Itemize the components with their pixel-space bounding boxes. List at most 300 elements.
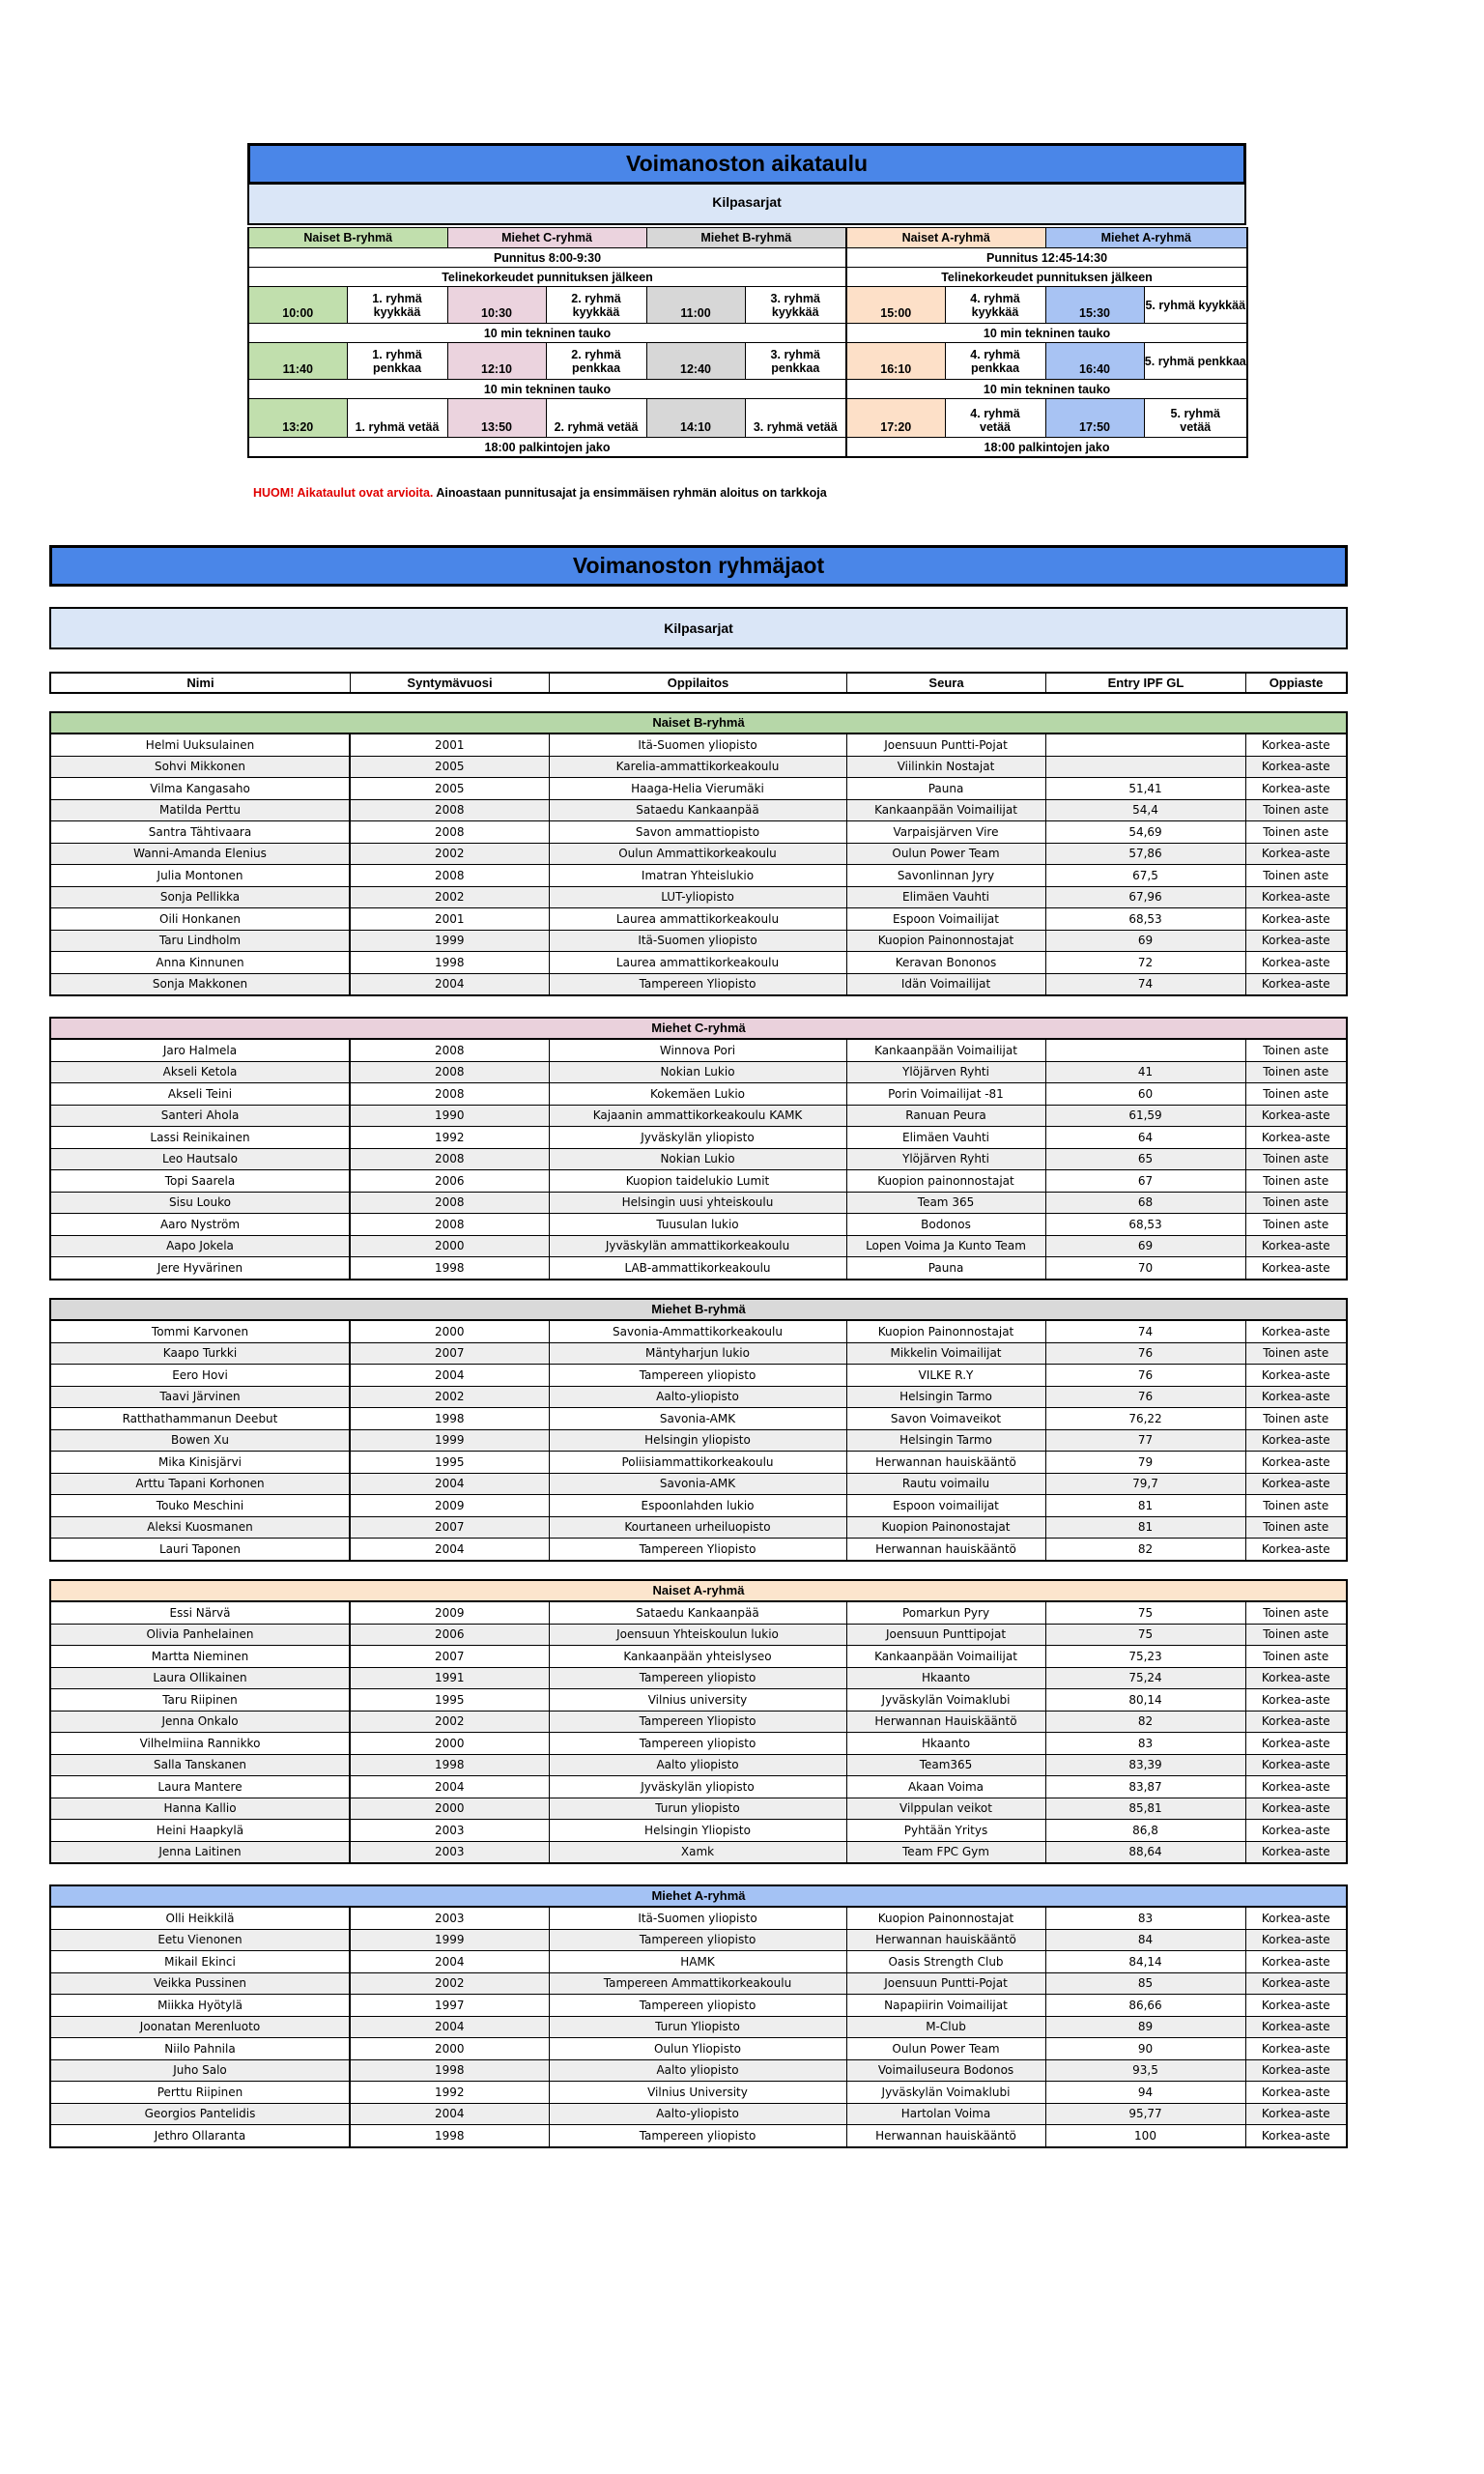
table-row xyxy=(51,2082,1346,2104)
education-level: Korkea-aste xyxy=(1245,1908,1346,1929)
technical-break: 10 min tekninen tauko xyxy=(248,380,846,399)
column-name: Nimi xyxy=(186,676,214,690)
slot-label: 1. ryhmä penkkaa xyxy=(347,343,447,380)
athlete-name: Anna Kinnunen xyxy=(51,952,350,974)
entry-gl: 41 xyxy=(1045,1061,1245,1083)
athlete-name: Leo Hautsalo xyxy=(51,1148,350,1170)
school: Aalto yliopisto xyxy=(549,2059,846,2082)
table-row xyxy=(51,2103,1346,2125)
club: Oulun Power Team xyxy=(846,2038,1045,2060)
school: Tampereen yliopisto xyxy=(549,1733,846,1755)
athlete-name: Mika Kinisjärvi xyxy=(51,1452,350,1474)
slot-time: 13:20 xyxy=(248,399,347,438)
athlete-name: Jere Hyvärinen xyxy=(51,1257,350,1279)
groups-subtitle: Kilpasarjat xyxy=(49,607,1348,649)
athlete-name: Laura Mantere xyxy=(51,1776,350,1798)
athlete-name: Sohvi Mikkonen xyxy=(51,756,350,778)
entry-gl: 75 xyxy=(1045,1624,1245,1646)
club: Espoon voimailijat xyxy=(846,1495,1045,1517)
education-level: Korkea-aste xyxy=(1245,2016,1346,2038)
club: Ylöjärven Ryhti xyxy=(846,1061,1045,1083)
group-table xyxy=(49,1017,1348,1280)
table-row xyxy=(51,1321,1346,1342)
school: Tampereen yliopisto xyxy=(549,2125,846,2146)
school: Nokian Lukio xyxy=(549,1061,846,1083)
birth-year: 2008 xyxy=(350,1148,549,1170)
athlete-name: Taru Lindholm xyxy=(51,930,350,952)
education-level: Korkea-aste xyxy=(1245,1235,1346,1257)
birth-year: 2000 xyxy=(350,1321,549,1342)
education-level: Korkea-aste xyxy=(1245,1473,1346,1495)
club: Kuopion Painonostajat xyxy=(846,1516,1045,1539)
table-row xyxy=(51,1083,1346,1106)
birth-year: 1995 xyxy=(350,1452,549,1474)
birth-year: 1990 xyxy=(350,1105,549,1127)
education-level: Toinen aste xyxy=(1245,865,1346,887)
school: Helsingin Yliopisto xyxy=(549,1820,846,1842)
club: Oasis Strength Club xyxy=(846,1951,1045,1973)
table-row xyxy=(51,1429,1346,1452)
entry-gl: 64 xyxy=(1045,1127,1245,1149)
club: Savon Voimaveikot xyxy=(846,1408,1045,1430)
school: Kuopion taidelukio Lumit xyxy=(549,1170,846,1193)
athlete-name: Wanni-Amanda Elenius xyxy=(51,843,350,865)
table-row xyxy=(51,908,1346,931)
birth-year: 2004 xyxy=(350,973,549,994)
birth-year: 2009 xyxy=(350,1495,549,1517)
note-text: Ainoastaan punnitusajat ja ensimmäisen ryhmän aloitus on tarkkoja xyxy=(436,486,827,500)
table-row xyxy=(51,1235,1346,1257)
table-row xyxy=(51,1214,1346,1236)
education-level: Korkea-aste xyxy=(1245,1429,1346,1452)
table-row xyxy=(51,778,1346,800)
column-school: Oppilaitos xyxy=(549,674,846,692)
table-row xyxy=(51,1452,1346,1474)
school: Savon ammattiopisto xyxy=(549,821,846,844)
birth-year: 2004 xyxy=(350,1951,549,1973)
school: Joensuun Yhteiskoulun lukio xyxy=(549,1624,846,1646)
entry-gl: 85 xyxy=(1045,1972,1245,1995)
entry-gl: 93,5 xyxy=(1045,2059,1245,2082)
athlete-name: Jaro Halmela xyxy=(51,1040,350,1061)
slot-time: 12:10 xyxy=(447,343,546,380)
birth-year: 2006 xyxy=(350,1170,549,1193)
club: Herwannan hauiskääntö xyxy=(846,1929,1045,1951)
education-level: Toinen aste xyxy=(1245,1495,1346,1517)
birth-year: 2009 xyxy=(350,1602,549,1624)
education-level: Toinen aste xyxy=(1245,1040,1346,1061)
club: Kankaanpään Voimailijat xyxy=(846,1040,1045,1061)
entry-gl xyxy=(1045,756,1245,778)
school: Turun Yliopisto xyxy=(549,2016,846,2038)
education-level: Toinen aste xyxy=(1245,1061,1346,1083)
birth-year: 1992 xyxy=(350,1127,549,1149)
athlete-name: Eero Hovi xyxy=(51,1365,350,1387)
slot-time: 12:40 xyxy=(646,343,745,380)
athlete-name: Oili Honkanen xyxy=(51,908,350,931)
education-level: Toinen aste xyxy=(1245,1170,1346,1193)
technical-break: 10 min tekninen tauko xyxy=(846,380,1247,399)
education-level: Korkea-aste xyxy=(1245,1995,1346,2017)
entry-gl: 76 xyxy=(1045,1386,1245,1408)
club: Bodonos xyxy=(846,1214,1045,1236)
club: Idän Voimailijat xyxy=(846,973,1045,994)
birth-year: 1998 xyxy=(350,1408,549,1430)
entry-gl: 76 xyxy=(1045,1342,1245,1365)
education-level: Toinen aste xyxy=(1245,1624,1346,1646)
athlete-name: Laura Ollikainen xyxy=(51,1667,350,1689)
table-row xyxy=(51,1539,1346,1560)
club: Mikkelin Voimailijat xyxy=(846,1342,1045,1365)
education-level: Korkea-aste xyxy=(1245,930,1346,952)
club: Espoon Voimailijat xyxy=(846,908,1045,931)
birth-year: 1998 xyxy=(350,1257,549,1279)
technical-break: 10 min tekninen tauko xyxy=(846,324,1247,343)
entry-gl: 81 xyxy=(1045,1495,1245,1517)
table-row xyxy=(51,973,1346,994)
entry-gl: 75,24 xyxy=(1045,1667,1245,1689)
birth-year: 2000 xyxy=(350,1235,549,1257)
entry-gl: 79 xyxy=(1045,1452,1245,1474)
athlete-name: Niilo Pahnila xyxy=(51,2038,350,2060)
group-header-naiset-b: Naiset B-ryhmä xyxy=(248,228,447,248)
athlete-name: Santra Tähtivaara xyxy=(51,821,350,844)
school: Haaga-Helia Vierumäki xyxy=(549,778,846,800)
school: Tuusulan lukio xyxy=(549,1214,846,1236)
table-row xyxy=(51,1365,1346,1387)
education-level: Korkea-aste xyxy=(1245,1257,1346,1279)
birth-year: 2002 xyxy=(350,1972,549,1995)
table-row xyxy=(51,2016,1346,2038)
club: Kuopion painonnostajat xyxy=(846,1170,1045,1193)
entry-gl: 61,59 xyxy=(1045,1105,1245,1127)
entry-gl: 83 xyxy=(1045,1733,1245,1755)
athlete-name: Bowen Xu xyxy=(51,1429,350,1452)
group-header-miehet-c: Miehet C-ryhmä xyxy=(447,228,646,248)
entry-gl: 65 xyxy=(1045,1148,1245,1170)
awards-ceremony: 18:00 palkintojen jako xyxy=(846,438,1247,458)
school: Helsingin yliopisto xyxy=(549,1429,846,1452)
birth-year: 1998 xyxy=(350,2125,549,2146)
education-level: Korkea-aste xyxy=(1245,1386,1346,1408)
table-row xyxy=(51,1646,1346,1668)
slot-label: 4. ryhmä vetää xyxy=(945,399,1045,438)
athlete-name: Arttu Tapani Korhonen xyxy=(51,1473,350,1495)
table-row xyxy=(51,821,1346,844)
table-row xyxy=(51,1105,1346,1127)
column-club: Seura xyxy=(846,674,1045,692)
birth-year: 2004 xyxy=(350,2103,549,2125)
education-level: Korkea-aste xyxy=(1245,1798,1346,1820)
entry-gl: 75,23 xyxy=(1045,1646,1245,1668)
club: Ranuan Peura xyxy=(846,1105,1045,1127)
club: Helsingin Tarmo xyxy=(846,1429,1045,1452)
club: Oulun Power Team xyxy=(846,843,1045,865)
education-level: Korkea-aste xyxy=(1245,2082,1346,2104)
athlete-name: Julia Montonen xyxy=(51,865,350,887)
entry-gl: 74 xyxy=(1045,1321,1245,1342)
birth-year: 2000 xyxy=(350,1733,549,1755)
education-level: Korkea-aste xyxy=(1245,2059,1346,2082)
athlete-name: Jenna Onkalo xyxy=(51,1711,350,1733)
club: Joensuun Puntti-Pojat xyxy=(846,734,1045,756)
entry-gl: 82 xyxy=(1045,1539,1245,1560)
entry-gl: 68,53 xyxy=(1045,908,1245,931)
athlete-name: Aleksi Kuosmanen xyxy=(51,1516,350,1539)
entry-gl: 82 xyxy=(1045,1711,1245,1733)
note-warning: HUOM! Aikataulut ovat arvioita. xyxy=(253,486,434,500)
slot-time: 15:00 xyxy=(846,287,945,324)
athlete-name: Olli Heikkilä xyxy=(51,1908,350,1929)
club: Hkaanto xyxy=(846,1733,1045,1755)
athlete-name: Akseli Ketola xyxy=(51,1061,350,1083)
entry-gl: 86,66 xyxy=(1045,1995,1245,2017)
entry-gl: 54,69 xyxy=(1045,821,1245,844)
entry-gl: 68,53 xyxy=(1045,1214,1245,1236)
birth-year: 2001 xyxy=(350,908,549,931)
entry-gl: 67 xyxy=(1045,1170,1245,1193)
entry-gl: 70 xyxy=(1045,1257,1245,1279)
slot-label: 1. ryhmä vetää xyxy=(347,399,447,438)
club: Ylöjärven Ryhti xyxy=(846,1148,1045,1170)
athlete-name: Taavi Järvinen xyxy=(51,1386,350,1408)
school: HAMK xyxy=(549,1951,846,1973)
birth-year: 2003 xyxy=(350,1908,549,1929)
athlete-name: Salla Tanskanen xyxy=(51,1754,350,1776)
table-row xyxy=(51,1516,1346,1539)
school: Itä-Suomen yliopisto xyxy=(549,734,846,756)
education-level: Korkea-aste xyxy=(1245,2125,1346,2146)
table-row xyxy=(51,1408,1346,1430)
group-title: Miehet B-ryhmä xyxy=(51,1300,1346,1321)
education-level: Korkea-aste xyxy=(1245,2103,1346,2125)
education-level: Korkea-aste xyxy=(1245,843,1346,865)
school: LAB-ammattikorkeakoulu xyxy=(549,1257,846,1279)
school: Tampereen yliopisto xyxy=(549,1995,846,2017)
athlete-name: Santeri Ahola xyxy=(51,1105,350,1127)
athlete-name: Taru Riipinen xyxy=(51,1689,350,1712)
entry-gl: 51,41 xyxy=(1045,778,1245,800)
education-level: Korkea-aste xyxy=(1245,1105,1346,1127)
education-level: Toinen aste xyxy=(1245,1192,1346,1214)
groups-title: Voimanoston ryhmäjaot xyxy=(49,545,1348,587)
birth-year: 2004 xyxy=(350,1539,549,1560)
entry-gl: 84 xyxy=(1045,1929,1245,1951)
entry-gl xyxy=(1045,1040,1245,1061)
group-table xyxy=(49,1884,1348,2148)
slot-label: 4. ryhmä kyykkää xyxy=(945,287,1045,324)
club: Joensuun Punttipojat xyxy=(846,1624,1045,1646)
birth-year: 1999 xyxy=(350,930,549,952)
club: M-Club xyxy=(846,2016,1045,2038)
school: Laurea ammattikorkeakoulu xyxy=(549,952,846,974)
table-row xyxy=(51,1342,1346,1365)
entry-gl: 74 xyxy=(1045,973,1245,994)
birth-year: 1995 xyxy=(350,1689,549,1712)
education-level: Korkea-aste xyxy=(1245,1733,1346,1755)
slot-time: 14:10 xyxy=(646,399,745,438)
table-row xyxy=(51,865,1346,887)
entry-gl: 95,77 xyxy=(1045,2103,1245,2125)
table-row xyxy=(51,1929,1346,1951)
education-level: Korkea-aste xyxy=(1245,1689,1346,1712)
schedule-subtitle: Kilpasarjat xyxy=(247,185,1246,225)
table-row xyxy=(51,2059,1346,2082)
weigh-in-morning: Punnitus 8:00-9:30 xyxy=(248,248,846,268)
school: Sataedu Kankaanpää xyxy=(549,799,846,821)
club: Herwannan hauiskääntö xyxy=(846,1539,1045,1560)
athlete-name: Heini Haapkylä xyxy=(51,1820,350,1842)
group-table xyxy=(49,711,1348,996)
education-level: Korkea-aste xyxy=(1245,1776,1346,1798)
table-row xyxy=(51,2125,1346,2146)
table-row xyxy=(51,1951,1346,1973)
entry-gl: 67,5 xyxy=(1045,865,1245,887)
entry-gl: 76 xyxy=(1045,1365,1245,1387)
slot-label: 1. ryhmä kyykkää xyxy=(347,287,447,324)
education-level: Korkea-aste xyxy=(1245,2038,1346,2060)
education-level: Korkea-aste xyxy=(1245,1539,1346,1560)
athlete-name: Sonja Makkonen xyxy=(51,973,350,994)
club: Kankaanpään Voimailijat xyxy=(846,1646,1045,1668)
club: Porin Voimailijat -81 xyxy=(846,1083,1045,1106)
table-row xyxy=(51,1754,1346,1776)
birth-year: 2001 xyxy=(350,734,549,756)
school: Mäntyharjun lukio xyxy=(549,1342,846,1365)
birth-year: 2004 xyxy=(350,1473,549,1495)
birth-year: 2004 xyxy=(350,2016,549,2038)
school: Poliisiammattikorkeakoulu xyxy=(549,1452,846,1474)
club: Herwannan hauiskääntö xyxy=(846,2125,1045,2146)
schedule-section xyxy=(247,143,1246,458)
entry-gl: 67,96 xyxy=(1045,886,1245,908)
athlete-name: Sonja Pellikka xyxy=(51,886,350,908)
group-table xyxy=(49,1298,1348,1562)
entry-gl: 84,14 xyxy=(1045,1951,1245,1973)
awards-ceremony: 18:00 palkintojen jako xyxy=(248,438,846,458)
table-row xyxy=(51,843,1346,865)
birth-year: 1998 xyxy=(350,1754,549,1776)
birth-year: 2000 xyxy=(350,2038,549,2060)
education-level: Korkea-aste xyxy=(1245,952,1346,974)
school: Aalto-yliopisto xyxy=(549,2103,846,2125)
entry-gl: 54,4 xyxy=(1045,799,1245,821)
group-title: Naiset B-ryhmä xyxy=(51,713,1346,734)
birth-year: 2008 xyxy=(350,1214,549,1236)
education-level: Korkea-aste xyxy=(1245,1820,1346,1842)
school: Savonia-AMK xyxy=(549,1473,846,1495)
athlete-name: Joonatan Merenluoto xyxy=(51,2016,350,2038)
table-row xyxy=(51,799,1346,821)
entry-gl: 57,86 xyxy=(1045,843,1245,865)
athlete-name: Matilda Perttu xyxy=(51,799,350,821)
slot-time: 11:40 xyxy=(248,343,347,380)
entry-gl: 69 xyxy=(1045,1235,1245,1257)
entry-gl: 100 xyxy=(1045,2125,1245,2146)
entry-gl: 88,64 xyxy=(1045,1841,1245,1862)
school: Kajaanin ammattikorkeakoulu KAMK xyxy=(549,1105,846,1127)
table-row xyxy=(51,1972,1346,1995)
table-row xyxy=(51,1841,1346,1862)
school: Tampereen Ammattikorkeakoulu xyxy=(549,1972,846,1995)
table-row xyxy=(51,1689,1346,1712)
school: Helsingin uusi yhteiskoulu xyxy=(549,1192,846,1214)
column-entry-gl: Entry IPF GL xyxy=(1045,674,1245,692)
birth-year: 2008 xyxy=(350,1061,549,1083)
school: Karelia-ammattikorkeakoulu xyxy=(549,756,846,778)
athlete-name: Vilhelmiina Rannikko xyxy=(51,1733,350,1755)
entry-gl: 77 xyxy=(1045,1429,1245,1452)
athlete-name: Akseli Teini xyxy=(51,1083,350,1106)
slot-label: 3. ryhmä penkkaa xyxy=(745,343,846,380)
school: Kokemäen Lukio xyxy=(549,1083,846,1106)
birth-year: 2007 xyxy=(350,1646,549,1668)
athlete-name: Jethro Ollaranta xyxy=(51,2125,350,2146)
schedule-note xyxy=(253,486,827,500)
club: Kuopion Painonnostajat xyxy=(846,1321,1045,1342)
athlete-name: Lassi Reinikainen xyxy=(51,1127,350,1149)
school: LUT-yliopisto xyxy=(549,886,846,908)
school: Savonia-Ammattikorkeakoulu xyxy=(549,1321,846,1342)
table-row xyxy=(51,930,1346,952)
athlete-name: Vilma Kangasaho xyxy=(51,778,350,800)
school: Imatran Yhteislukio xyxy=(549,865,846,887)
entry-gl: 83,39 xyxy=(1045,1754,1245,1776)
education-level: Toinen aste xyxy=(1245,1408,1346,1430)
entry-gl: 80,14 xyxy=(1045,1689,1245,1712)
entry-gl: 86,8 xyxy=(1045,1820,1245,1842)
athlete-name: Jenna Laitinen xyxy=(51,1841,350,1862)
entry-gl xyxy=(1045,734,1245,756)
athlete-name: Perttu Riipinen xyxy=(51,2082,350,2104)
slot-label: 5. ryhmä kyykkää xyxy=(1144,287,1247,324)
column-birth-year: Syntymävuosi xyxy=(350,674,549,692)
entry-gl: 68 xyxy=(1045,1192,1245,1214)
school: Tampereen Yliopisto xyxy=(549,973,846,994)
education-level: Korkea-aste xyxy=(1245,1972,1346,1995)
education-level: Korkea-aste xyxy=(1245,756,1346,778)
slot-label: 3. ryhmä kyykkää xyxy=(745,287,846,324)
education-level: Korkea-aste xyxy=(1245,1667,1346,1689)
club: Viilinkin Nostajat xyxy=(846,756,1045,778)
table-row xyxy=(51,1040,1346,1061)
slot-time: 10:30 xyxy=(447,287,546,324)
slot-time: 15:30 xyxy=(1045,287,1144,324)
birth-year: 1998 xyxy=(350,952,549,974)
school: Itä-Suomen yliopisto xyxy=(549,1908,846,1929)
slot-time: 17:20 xyxy=(846,399,945,438)
table-row xyxy=(51,1170,1346,1193)
birth-year: 2002 xyxy=(350,1711,549,1733)
school: Jyväskylän yliopisto xyxy=(549,1127,846,1149)
table-row xyxy=(51,886,1346,908)
slot-time: 11:00 xyxy=(646,287,745,324)
school: Oulun Yliopisto xyxy=(549,2038,846,2060)
birth-year: 2008 xyxy=(350,821,549,844)
entry-gl: 94 xyxy=(1045,2082,1245,2104)
school: Xamk xyxy=(549,1841,846,1862)
entry-gl: 85,81 xyxy=(1045,1798,1245,1820)
rack-heights-afternoon: Telinekorkeudet punnituksen jälkeen xyxy=(846,268,1247,287)
table-row xyxy=(51,1257,1346,1279)
table-row xyxy=(51,1733,1346,1755)
table-row xyxy=(51,1602,1346,1624)
birth-year: 2003 xyxy=(350,1841,549,1862)
club: Jyväskylän Voimaklubi xyxy=(846,2082,1045,2104)
club: Voimailuseura Bodonos xyxy=(846,2059,1045,2082)
education-level: Korkea-aste xyxy=(1245,1711,1346,1733)
club: Hkaanto xyxy=(846,1667,1045,1689)
